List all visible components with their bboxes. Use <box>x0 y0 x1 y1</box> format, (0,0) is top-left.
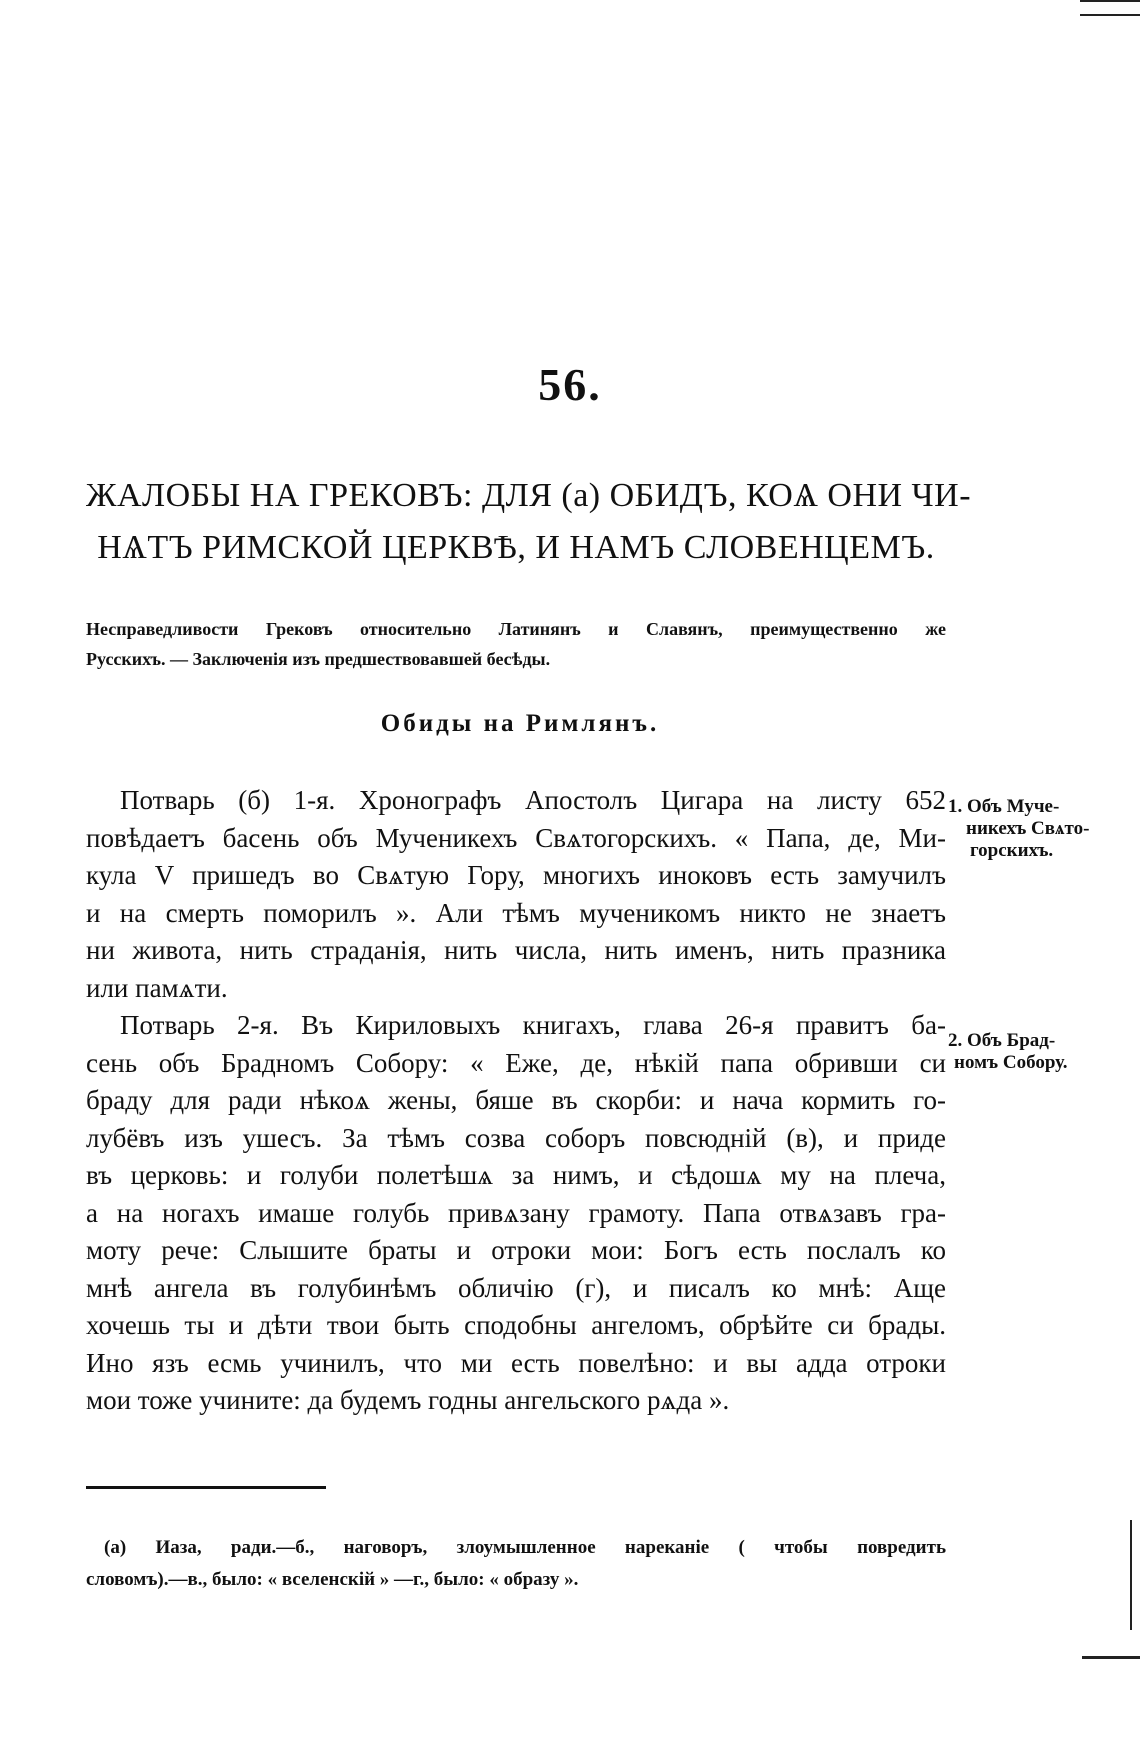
text-line: Потварь (б) 1-я. Хронографъ Апостолъ Цигара на листу 652 <box>120 785 946 815</box>
title-line: ЖАЛОБЫ НА ГРЕКОВЪ: ДЛЯ (а) ОБИДЪ, КОѦ ОНИ ЧИ- <box>86 477 972 514</box>
footnote-divider <box>86 1486 326 1489</box>
text-line: мои тоже учините: да будемъ годны ангельского рѧда ». <box>86 1385 730 1415</box>
text-line: ни живота, нить страданія, нить числа, нить именъ, нить празника <box>86 935 946 965</box>
margin-note-line: 1. Объ Муче- <box>948 796 1060 817</box>
text-line: а на ногахъ имаше голубь привѧзану грамоту. Папа отвѧзавъ гра- <box>86 1197 946 1228</box>
margin-note-line: номъ Собору. <box>954 1052 1068 1073</box>
chapter-title <box>86 470 972 574</box>
page-edge-mark <box>1130 1520 1132 1630</box>
text-line: браду для ради нѣкоѧ жены, бяше въ скорби: и нача кормить го- <box>86 1085 946 1115</box>
text-line: моту рече: Слышите браты и отроки мои: Богъ есть послалъ ко <box>86 1235 946 1265</box>
summary-line: Русскихъ. — Заключенія изъ предшествовавшей бесѣды. <box>86 649 551 669</box>
margin-note <box>948 796 1098 862</box>
page-edge-mark <box>1080 14 1140 16</box>
body-text <box>86 782 946 1420</box>
margin-note <box>948 1030 1098 1074</box>
footnote-line: словомъ).—в., было: « вселенскій » —г., было: « образу ». <box>86 1569 579 1590</box>
text-line: хочешь ты и дѣти твои быть сподобны ангеломъ, обрѣйте си брады. <box>86 1310 946 1340</box>
text-line: кула V пришедъ во Свѧтую Гору, многихъ иноковъ есть замучилъ <box>86 860 946 890</box>
text-line: лубёвъ изъ ушесъ. За тѣмъ созва соборъ повсюднiй (в), и приде <box>86 1122 946 1153</box>
page-edge-mark <box>1082 1656 1140 1659</box>
text-line: въ церковь: и голуби полетѣшѧ за нимъ, и сѣдошѧ му на плеча, <box>86 1160 946 1190</box>
summary-line: Несправедливости Грековъ относительно Латинянъ и Славянъ, преимущественно же <box>86 619 946 639</box>
text-line: мнѣ ангела въ голубинѣмъ обличію (г), и писалъ ко мнѣ: Аще <box>86 1272 946 1303</box>
chapter-number: 56. <box>538 359 602 410</box>
text-line: и на смерть поморилъ ». Али тѣмъ мученикомъ никто не знаетъ <box>86 897 946 928</box>
margin-note-line: никехъ Свѧто- <box>966 818 1090 839</box>
text-line: повѣдаетъ басень объ Мученикехъ Свѧтогорскихъ. « Папа, де, Ми- <box>86 822 946 853</box>
title-line: НѦТЪ РИМСКОЙ ЦЕРКВѢ, И НАМЪ СЛОВЕНЦЕМЪ. <box>97 529 935 566</box>
text-line: сень объ Брадномъ Собору: « Еже, де, нѣкій папа обривши си <box>86 1047 946 1078</box>
footnote-line: (а) Иаза, ради.—б., наговоръ, злоумышленное нареканіе ( чтобы повредить <box>104 1537 946 1558</box>
page-edge-mark <box>1080 0 1140 2</box>
footnotes <box>86 1532 946 1596</box>
chapter-summary <box>86 614 946 674</box>
text-line: Ино язъ есмь учинилъ, что ми есть повелѣно: и вы адда отроки <box>86 1347 946 1378</box>
text-line: Потварь 2-я. Въ Кириловыхъ книгахъ, глава 26-я правитъ ба- <box>120 1010 946 1040</box>
margin-note-line: 2. Объ Брад- <box>948 1030 1056 1051</box>
margin-note-line: горскихъ. <box>970 840 1054 861</box>
text-line: или памѧти. <box>86 972 228 1003</box>
section-heading: Обиды на Римлянъ. <box>380 710 660 737</box>
